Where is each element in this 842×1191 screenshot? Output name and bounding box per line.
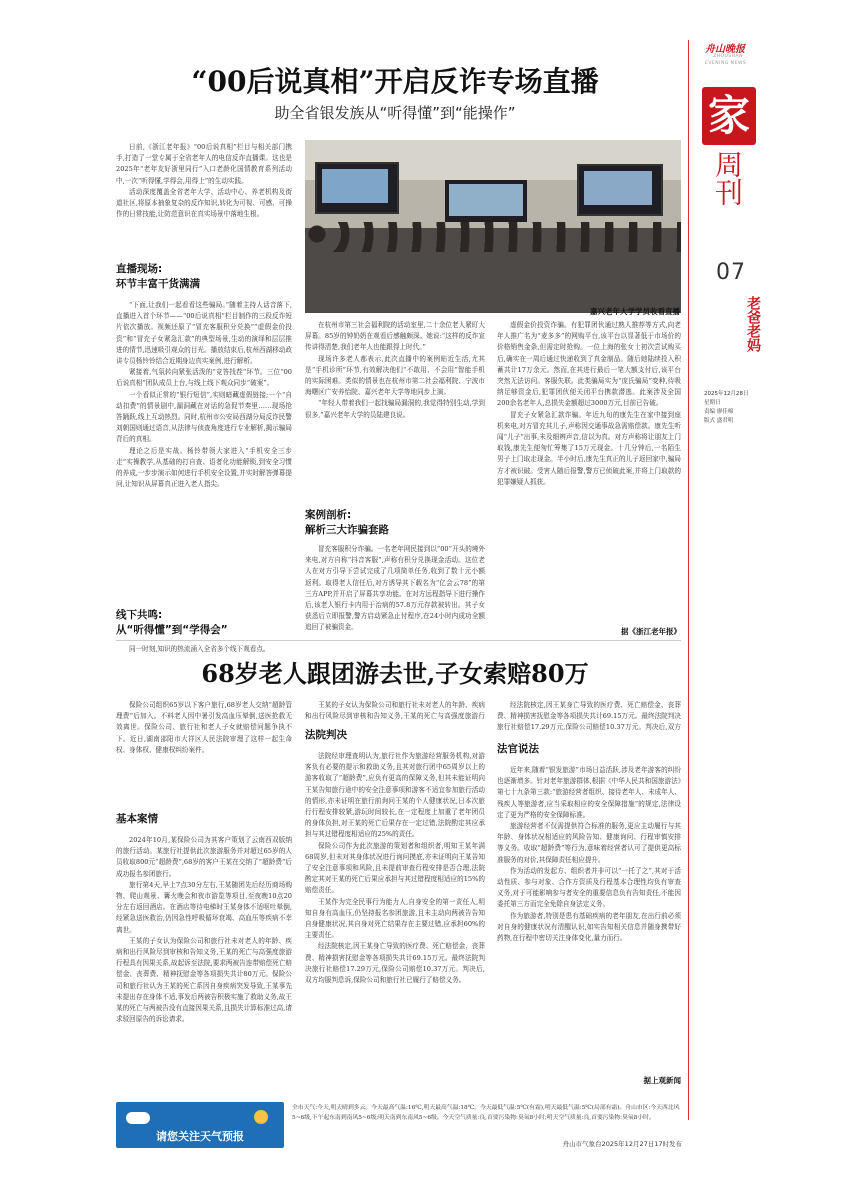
tv-screen-left-content: [322, 169, 388, 203]
paragraph: 近年来,随着“银发旅游”市场日益活跃,涉及老年游客的纠纷也逐渐增多。针对老年旅游群体,根据《中华人民共和国旅游法》第七十九条第三款:“旅游经营者组织、接待老年人、未成年人、残疾人等旅游者,应当采取相应的安全保障措施”的规定,法律设定了更为严格的安全保障标准。: [497, 766, 681, 819]
page-column-name: 老爸老妈: [745, 296, 761, 352]
newspaper-logo: 舟山晚报: [705, 44, 745, 55]
section-body: [305, 700, 485, 722]
paragraph: “下面,让我们一起看看这些骗局。”随着主持人话音落下,直播进入首个环节——“00后说真相”栏目制作的三段反诈短片依次播放。视频还原了“冒充客服积分兑换”“虚假金价投资”和“冒充子女紧急汇款”的典型场景,生动的演绎和层层推进的情节,迅速吸引观众的目光。播放结束后,杭州西湖移动政讲专员杨铃铃结合近期身边真实案例,进行解析。: [116, 301, 292, 366]
paragraph: 王某的子女认为保险公司和旅行社未对老人的年龄、疾病和出行风险尽到审核和告知义务,王某的死亡与高强度旅游行: [305, 701, 485, 721]
story2-lead: [116, 700, 292, 800]
story2-col1: [116, 700, 292, 1111]
tv-screen-right-content: [584, 171, 652, 205]
story1-col3: [497, 320, 681, 637]
story2-col2: [305, 700, 485, 1133]
tv-screen-right: [577, 164, 663, 216]
paragraph: 王某的子女认为保险公司和旅行社未对老人的年龄、疾病和出行风险尽到审核和告知义务,王某的死亡与高强度旅游行程具有因果关系,故起诉至法院,要求两被告连带赔偿死亡赔偿金、丧葬费、精神抚慰金等各项损失共计80万元。保险公司和旅行社认为王某的死亡系因自身疾病突发导致,王某事先未提出存在身体不适,事发后两被告积极实施了救助义务,故王某的死亡与两被告没有直接因果关系,且损失计算标准过高,请求驳回原告的诉讼请求。: [116, 936, 292, 1024]
section-heading: 法院判决: [305, 729, 347, 741]
weather-banner: [116, 1102, 284, 1148]
paragraph: 活动深度覆盖全省老年大学、活动中心、养老机构及街道社区,将原本抽象复杂的反诈知识,转化为可视、可感、可操作的日常技能,让防范意识在真实场景中落地生根。: [116, 187, 292, 219]
weather-sun-icon: [254, 1110, 268, 1124]
paragraph: 经法院核定,因王某身亡导致的医疗费、死亡赔偿金、丧葬费、精神损害抚慰金等各项损失共计69.15万元。最终法院判决旅行社赔偿17.29万元,保险公司赔偿10.37万元。判决后,双方: [497, 701, 681, 732]
paragraph: 在杭州市第三社会福利院的活动室里,二十余位老人紧盯大屏幕。85岁的钟奶奶在观看后感触颇深。她说:“这样的反诈宣传讲得清楚,我们老年人也能跟得上时代。”: [305, 321, 485, 352]
page-designer: 版式 盛君明: [704, 418, 734, 424]
newspaper-logo-en-1: ZHOUSHAN: [713, 54, 743, 59]
story2-credit: 据上观新闻: [643, 1076, 681, 1085]
weather-source: 舟山市气象台2025年12月27日17时发布: [562, 1140, 682, 1148]
story1-subhead: 助全省银发族从“听得懂”到“能操作”: [274, 104, 516, 122]
tv-screen-center: [445, 180, 527, 222]
paragraph: 一个看似正常的“银行短信”,实则暗藏虚假链接;一个“自动扣费”的情景剧中,漏洞藏在对话的急促节奏里……现场抢答踊跃,线上互动热烈。同时,杭州市公安局西湖分局反诈民警刘朝国则通过语音,从法律与侦查角度进行专业解析,揭示骗局背后的真相。: [116, 390, 292, 444]
section-heading: 线下共鸣:: [116, 609, 163, 621]
paragraph: 旅游经营者不仅需提供符合标准的服务,更应主动履行与其年龄、身体状况相适应的风险告知、健康询问、行程审慎安排等义务。收取“超龄费”等行为,意味着经营者认可了提供更高标准服务的对价,其保障责任相应提升。: [497, 822, 681, 864]
section-heading: 案例剖析:: [305, 509, 352, 521]
paragraph: 旅行第4天,早上7点30分左右,王某随团先后经历商场购物、爬山观景、篝火晚会和夜市游览等项目,至夜晚10点20分左右返回酒店。在酒店等待电梯时王某身体不适呕吐晕倒,经紧急送医救治,仍因急性呼吸循环衰竭、高血压等疾病不幸离世。: [116, 880, 292, 934]
paragraph: 经法院核定,因王某身亡导致的医疗费、死亡赔偿金、丧葬费、精神损害抚慰金等各项损失共计69.15万元。最终法院判决旅行社赔偿17.29万元,保险公司赔偿10.37万元。判决后,双方均服判息诉,保险公司和旅行社已履行了赔偿义务。: [305, 942, 485, 985]
paragraph: 理论之后是实战。杨铃带领大家进入“手机安全三步走”实操教学,从基础的打自查、语者化功能解锁,到安全习惯的养成,一步步演示如何进行手机安全设置,并实时解答弹幕提问,让知识从屏幕真正进入老人指尖。: [116, 446, 292, 489]
section-heading: 环节丰富干货满满: [116, 278, 200, 290]
paragraph: 王某作为完全民事行为能力人,自身安全的第一责任人,明知自身有高血压,仍坚持报名参团旅游,且未主动向两被告告知自身健康状况,其自身对死亡结果存在主要过错,应承担60%的主要责任。: [305, 897, 485, 940]
section-title-rest: 周刊: [711, 150, 744, 206]
story1-photo: [305, 140, 681, 313]
paragraph: 同一时刻,知识的热流涌入全省多个线下观看点。: [129, 645, 270, 653]
story1-headline: “00后说真相”开启反诈专场直播: [191, 65, 599, 98]
page-editor: 责编 廖佳棉: [704, 409, 734, 415]
paragraph: 冒充客服积分诈骗。一名老年网民接到以“00”开头的境外来电,对方自称“抖音客服”,声称有积分兑换现金活动。这位老人在对方引导下尝试完成了几项简单任务,收到了数十元小额返利。取得老人信任后,对方诱导其下载名为“亿会云78”的第三方APP,并开启了屏幕共享功能。在对方远程指导下进行操作后,该老人银行卡内用于治病的57.8万元存款被转出。其子女获悉后立即报警,警方启动紧急止付程序,在24小时内成功全额追回了被骗资金。: [305, 545, 485, 632]
paragraph: 虚假金价投资诈骗。有犯罪团伙通过熟人推荐等方式,向老年人推广名为“麦多多”的网购平台,该平台以显著低于市场价的价格销售金条,但需定时抢购。一位上海的张女士初次尝试购买后,确实在一周后通过快递收到了真金制品。随后她陆续投入积蓄共计17万余元。然而,在其进行最后一笔大额支付后,该平台突然无法访问。客服失联。此类骗局实为“庞氏骗局”变种,待吸纳足够资金后,犯罪团伙便关闭平台携款潜逃。此案涉及全国200余名老年人,总损失金额超过3000万元,目前已告破。: [497, 321, 681, 408]
paragraph: 2024年10月,某保险公司为其客户策划了云南西双版纳的旅行活动。某旅行社提供此次旅游服务并对超过65岁的人员收取800元“超龄费”,68岁的客户王某在交纳了“超龄费”后成功报名参团旅行。: [116, 836, 292, 878]
paragraph: 日前,《浙江老年报》“00后说真相”栏目与相关部门携手,打造了一堂专属于全省老年人的电信反诈直播课。这也是2025年“老年友好浙里同行”入口老龄化国情教育系列活动中,一次“听得懂,学得会,用得上”的生动实践。: [116, 143, 292, 185]
section-heading: 基本案情: [116, 813, 158, 825]
story1-col1: [116, 262, 292, 666]
story-divider: [116, 640, 681, 641]
page-number: 07: [716, 260, 746, 285]
photo-audience-heads: [305, 222, 681, 252]
paragraph: 现场许多老人都表示,此次直播中的案例贴近生活,尤其是“手机诊所”环节,有效解决他们“不敢用、不会用”智能手机的实际困难。类似的情景也在杭州市第二社会福利院、宁波市海曙区广安养怡院、嘉兴老年大学等地同步上演。: [305, 354, 485, 397]
section-char-box: [702, 87, 756, 145]
issue-weekday: 星期日: [704, 400, 721, 406]
story1-credit: 据《浙江老年报》: [621, 627, 681, 636]
newspaper-logo-en-2: EVENING NEWS: [705, 61, 747, 66]
weather-banner-text: 请您关注天气预报: [156, 1130, 244, 1143]
paragraph: 冒充子女紧急汇款诈骗。年近九旬的康先生在家中接到座机来电,对方冒充其儿子,声称因交通事故急需赔偿款。康先生听闻“儿子”出事,未及细辨声音,信以为真。对方声称将让朋友上门取钱,康先生便匆忙筹集了15万元现金。十几分钟后,一名陌生男子上门取走现金。半小时后,康先生真正的儿子返回家中,骗局方才被识破。受害人随后报警,警方已侦破此案,并将上门取款的犯罪嫌疑人抓获。: [497, 410, 681, 486]
paragraph: 法院经审理查明认为,旅行社作为旅游经营服务机构,对游客负有必要的提示和救助义务,且其对旅行团中65周岁以上的游客收取了“超龄费”,应负有更高的保障义务,但其未能证明向王某告知旅行途中的安全注意事项和游客不适宜参加旅行活动的情形,亦未证明在旅行前询问王某的个人健康状况,日本次旅行行程安排较紧,游玩时间较长,在一定程度上加重了老年团员的身体负担,对王某的死亡后果存在一定过错,法院酌定其应承担与其过错程度相适应的25%的责任。: [305, 752, 485, 839]
story2-col3: [497, 700, 681, 1086]
story1-intro: [116, 142, 292, 220]
section-heading: 直播现场:: [116, 263, 163, 275]
tv-screen-left: [315, 162, 399, 214]
section-heading: 法官说法: [497, 743, 539, 755]
story2-headline: 68岁老人跟团游去世,子女索赔80万: [201, 659, 589, 688]
story1-photo-caption: 嘉兴老年大学学员收看直播: [590, 307, 680, 316]
section-body: [116, 835, 292, 1111]
weather-forecast: 全市天气:今天,明天晴到多云。今天最高气温:16℃,明天最高气温:18℃。今天最低气温:5℃(有霜),明天最低气温:5℃(局部有霜)。舟山市区:今天西北风5~6级,下午起东南到南风5~6级;明天南到东南风5~6级。今天空气质量:良,首要污染物:臭氧8小时;明天空气质量:良,首要污染物:臭氧8小时。: [292, 1105, 680, 1121]
section-body: [497, 700, 681, 734]
section-heading: 解析三大诈骗套路: [305, 524, 389, 536]
paragraph: 作为旅游者,特别是患有基础疾病的老年朋友,在出行前必须对自身的健康状况有清醒认识,如实告知相关信息并随身携带好药物,在行程中密切关注身体变化,量力而行。: [497, 911, 681, 943]
issue-date: 2025年12月28日: [704, 391, 749, 397]
section-body: [497, 765, 681, 1073]
story1-col2: [305, 320, 485, 678]
section-body: [305, 751, 485, 1133]
paragraph: 作为活动的发起方、组织者并非可以“一托了之”,其对于活动性质、参与对象、合作方资质及行程基本合理性均负有审查义务,对于可能影响参与者安全的重要信息负有告知责任,不能因委托第三方而完全免除自身法定义务。: [497, 866, 681, 909]
paragraph: 保险公司组织65岁以下客户旅行,68岁老人交纳“超龄管理费”后加入。不料老人因中暑引发高血压晕倒,送医抢救无效离世。保险公司、旅行社和老人子女就赔偿问题争执不下。近日,湖南邵阳市大祥区人民法院审理了这样一起生命权、身体权、健康权纠纷案件。: [116, 701, 292, 754]
tv-screen-center-content: [449, 184, 523, 216]
section-body: [497, 320, 681, 622]
column-divider: [688, 40, 689, 1120]
paragraph: 保险公司作为此次旅游的策划者和组织者,明知王某年满68周岁,但未对其身体状况进行询问摸底,亦未证明向王某告知了安全注意事项和风险,且未提前审查行程安排是否合理,法院酌定其对王某的死亡后果应承担与其过错程度相适应的15%的赔偿责任。: [305, 841, 485, 895]
section-body: [305, 320, 485, 500]
weather-cloud-icon: [126, 1112, 150, 1124]
section-char: 家: [707, 91, 750, 140]
section-body: [116, 300, 292, 600]
paragraph: “年轻人带着我们一起找骗局漏洞的,我觉得特别生动,学到很多,”嘉兴老年大学的员陆建良说。: [305, 399, 485, 419]
paragraph: 紧接着,气氛转向紧张活泼的“竞答找茬”环节。三位“00后说真相”团队成员上台,与线上线下观众同步“破案”。: [116, 368, 292, 388]
section-heading: 从“听得懂”到“学得会”: [116, 624, 228, 636]
